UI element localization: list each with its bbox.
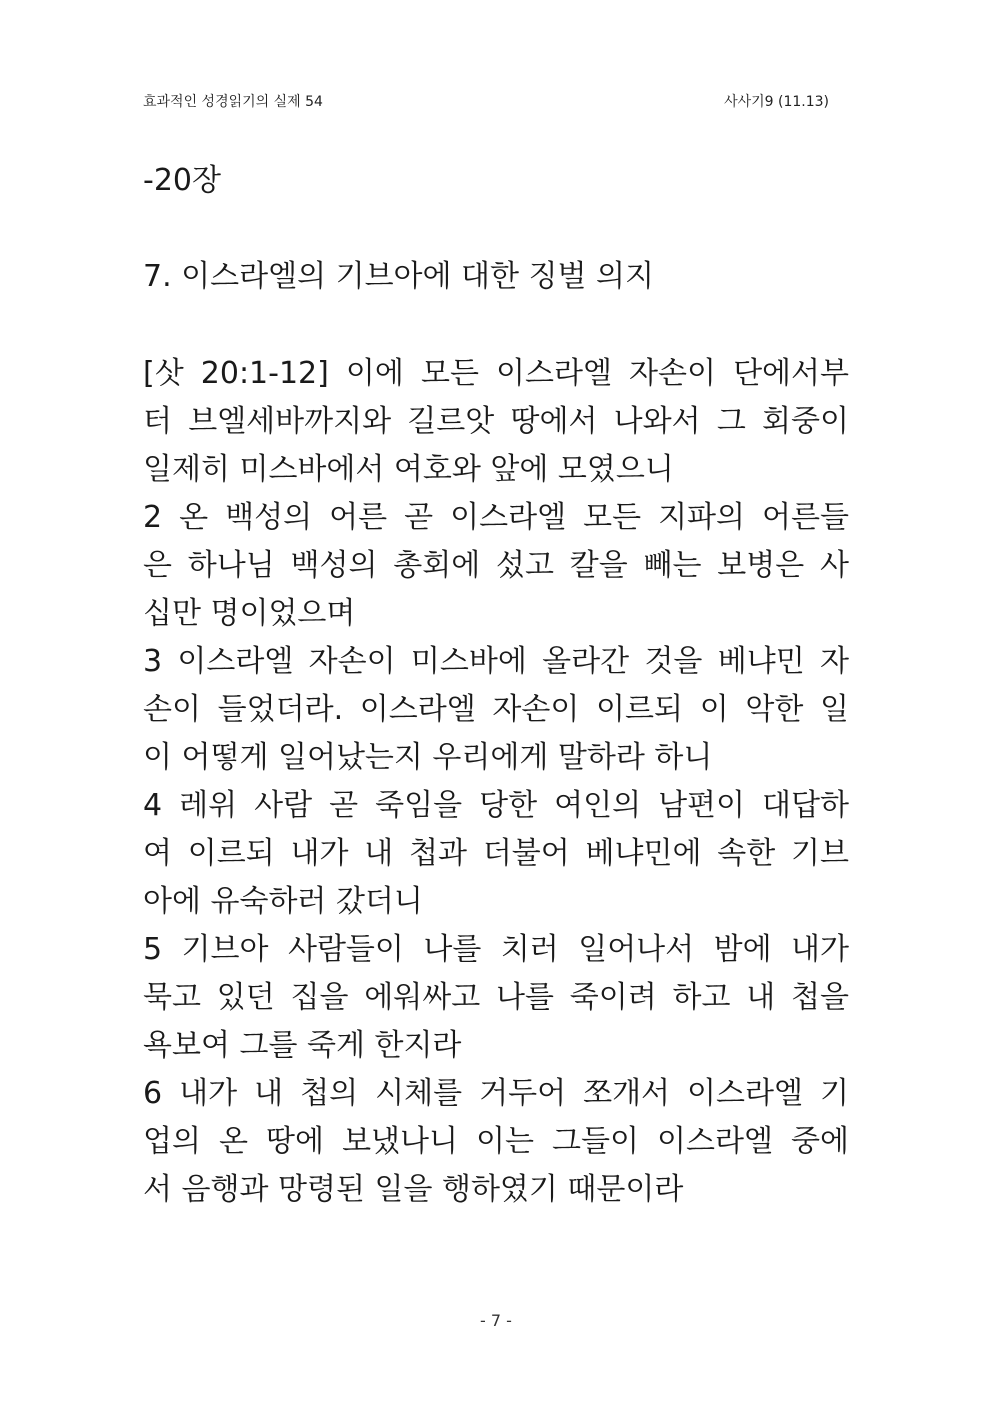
passage-line: 여 이르되 내가 내 첩과 더불어 베냐민에 속한 기브	[143, 836, 849, 871]
passage-line: [삿 20:1-12] 이에 모든 이스라엘 자손이 단에서부	[143, 356, 849, 391]
section-title: 7. 이스라엘의 기브아에 대한 징벌 의지	[143, 259, 655, 294]
passage-line: 욕보여 그를 죽게 한지라	[143, 1028, 462, 1063]
passage-line: 일제히 미스바에서 여호와 앞에 모였으니	[143, 452, 674, 487]
passage-line: 아에 유숙하러 갔더니	[143, 884, 423, 919]
passage-line: 4 레위 사람 곧 죽임을 당한 여인의 남편이 대답하	[143, 788, 849, 823]
passage-line: 터 브엘세바까지와 길르앗 땅에서 나와서 그 회중이	[143, 404, 849, 439]
header-chapter-date: 사사기9 (11.13)	[724, 94, 829, 110]
passage-line: 은 하나님 백성의 총회에 섰고 칼을 빼는 보병은 사	[143, 548, 849, 583]
passage-line: 십만 명이었으며	[143, 596, 356, 631]
passage-line: 업의 온 땅에 보냈나니 이는 그들이 이스라엘 중에	[143, 1124, 849, 1159]
scripture-passage	[143, 350, 849, 1214]
passage-line: 서 음행과 망령된 일을 행하였기 때문이라	[143, 1172, 684, 1207]
chapter-heading: -20장	[143, 163, 221, 198]
passage-line: 2 온 백성의 어른 곧 이스라엘 모든 지파의 어른들	[143, 500, 849, 535]
header-book-title: 효과적인 성경읽기의 실제 54	[143, 94, 323, 110]
passage-line: 묵고 있던 집을 에워싸고 나를 죽이려 하고 내 첩을	[143, 980, 849, 1015]
passage-line: 3 이스라엘 자손이 미스바에 올라간 것을 베냐민 자	[143, 644, 849, 679]
passage-line: 5 기브아 사람들이 나를 치러 일어나서 밤에 내가	[143, 932, 849, 967]
page-number: - 7 -	[480, 1311, 512, 1330]
passage-line: 이 어떻게 일어났는지 우리에게 말하라 하니	[143, 740, 713, 775]
passage-line: 6 내가 내 첩의 시체를 거두어 쪼개서 이스라엘 기	[143, 1076, 849, 1111]
page-header	[143, 92, 829, 112]
passage-line: 손이 들었더라. 이스라엘 자손이 이르되 이 악한 일	[143, 692, 849, 727]
